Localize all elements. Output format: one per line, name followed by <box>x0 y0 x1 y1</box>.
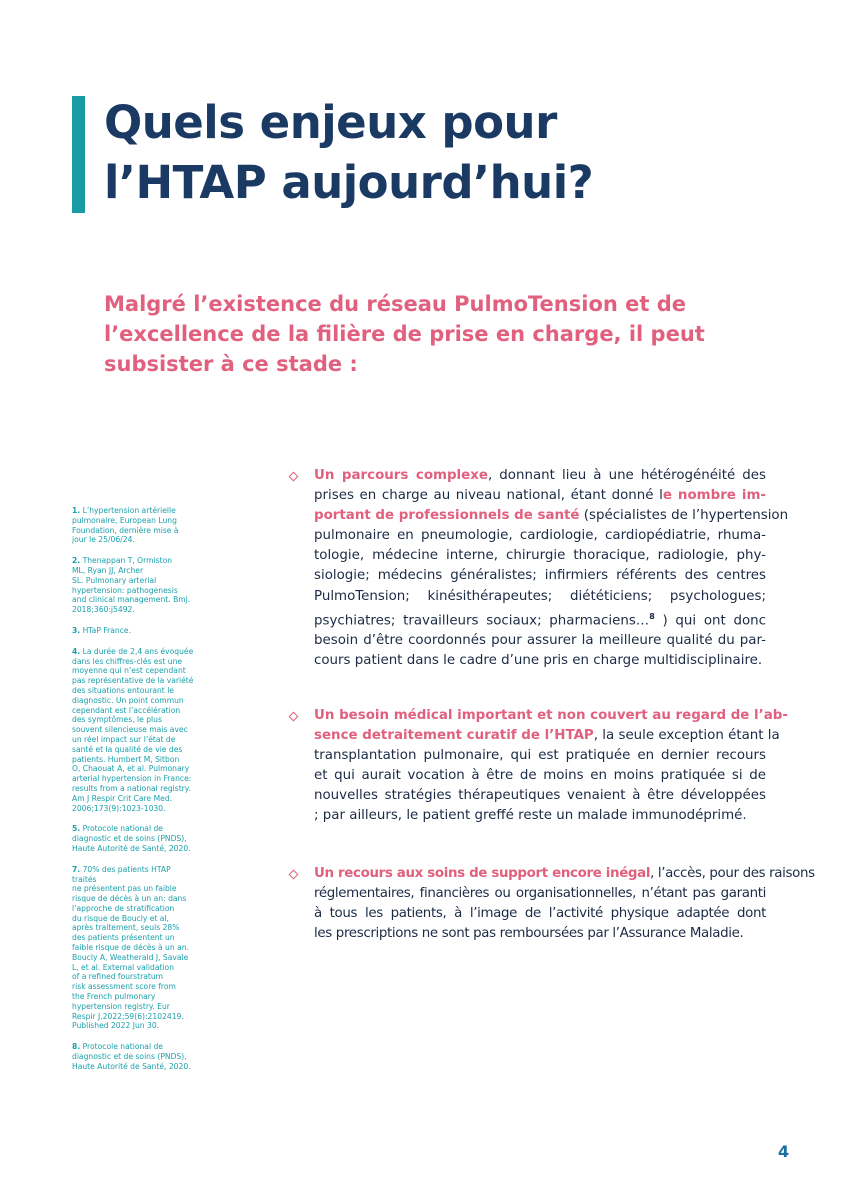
footnote-number: 5. <box>72 824 81 834</box>
footnote-text: the French pulmonary <box>72 992 156 1002</box>
intro-line: Malgré l’existence du réseau PulmoTension et de <box>104 292 687 316</box>
footnote-item <box>72 556 228 615</box>
footnote-line <box>72 745 228 755</box>
title-accent-bar <box>72 96 85 213</box>
footnote-line <box>72 764 228 774</box>
footnote-text: patients. Humbert M, Sitbon <box>72 754 180 764</box>
body-text: siologie; médecins généralistes; infirmiers référents des centres <box>314 568 766 584</box>
footnote-line <box>72 875 228 885</box>
body-text: psychiatres; travailleurs sociaux; pharmaciens… <box>314 613 650 629</box>
footnote-line <box>72 666 228 676</box>
footnote-line <box>72 914 228 924</box>
footnote-text: un réel impact sur l’état de <box>72 734 176 744</box>
footnote-text: après traitement, seuls 28% <box>72 923 180 933</box>
footnote-text: arterial hypertension in France: <box>72 774 192 784</box>
footnote-text: hypertension: pathogenesis <box>72 585 178 595</box>
footnote-line <box>72 586 228 596</box>
footnote-line <box>72 972 228 982</box>
body-text: transplantation pulmonaire, qui est pratiquée en dernier recours <box>314 748 766 764</box>
bullet-text <box>314 466 789 671</box>
body-text: , donnant lieu à une hétérogénéité des <box>487 468 766 483</box>
footnote-line <box>72 535 228 545</box>
footnote-line <box>72 657 228 667</box>
footnote-text: dans les chiffres-clés est une <box>72 656 183 666</box>
footnote-text: santé et la qualité de vie des <box>72 744 183 754</box>
footnote-text: Published 2022 Jun 30. <box>72 1021 160 1031</box>
footnote-text: des patients présentent un <box>72 933 175 943</box>
highlight-text: Un parcours complexe <box>314 468 488 483</box>
footnote-text: O, Chaouat A, et al. Pulmonary <box>72 764 190 774</box>
footnote-line <box>72 982 228 992</box>
diamond-bullet-icon <box>289 870 299 880</box>
footnote-text: ne présentent pas un faible <box>72 884 177 894</box>
footnote-text: Am J Respir Crit Care Med. <box>72 793 173 803</box>
footnote-text: Haute Autorité de Santé, 2020. <box>72 1061 191 1071</box>
footnote-text: des situations entourant le <box>72 685 174 695</box>
footnote-line <box>72 844 228 854</box>
body-text: prises en charge au niveau national, étant donné l <box>314 488 663 504</box>
footnote-line <box>72 923 228 933</box>
footnote-item <box>72 865 228 1032</box>
footnote-text: des symptômes, le plus <box>72 715 162 725</box>
body-text: et qui aurait vocation à être de moins en moins pratiquée si de <box>314 768 766 784</box>
footnote-text: pulmonaire, European Lung <box>72 515 177 525</box>
footnote-text: Foundation, dernière mise à <box>72 525 179 535</box>
diamond-bullet-icon <box>289 712 299 722</box>
page-title-line: Quels enjeux pour <box>104 96 557 149</box>
footnote-line <box>72 676 228 686</box>
footnote-line <box>72 824 228 834</box>
footnote-text: cependant est l’accélération <box>72 705 181 715</box>
footnote-line <box>72 834 228 844</box>
body-text: PulmoTension; kinésithérapeutes; diététiciens; psychologues; <box>314 588 766 604</box>
footnote-number: 2. <box>72 556 81 566</box>
body-text: , l’accès, pour des raisons <box>650 866 815 881</box>
footnote-text: diagnostic et de soins (PNDS), <box>72 834 187 844</box>
footnote-line <box>72 566 228 576</box>
footnote-line <box>72 1052 228 1062</box>
body-text: à tous les patients, à l’image de l’activité physique adaptée dont <box>314 906 766 922</box>
body-text: réglementaires, financières ou organisationnelles, n’étant pas garanti <box>314 886 766 902</box>
bullet-text <box>314 706 788 827</box>
footnote-text: 2006;173(9):1023-1030. <box>72 803 166 813</box>
footnote-text: traités <box>72 874 97 884</box>
footnote-text: SL. Pulmonary arterial <box>72 575 157 585</box>
footnote-line <box>72 794 228 804</box>
footnote-item <box>72 647 228 814</box>
footnote-text: faible risque de décès à un an. <box>72 943 189 953</box>
footnote-line <box>72 784 228 794</box>
highlight-text: Un besoin médical important et non couvert au regard de l’ab- <box>314 708 788 723</box>
footnote-text: 70% des patients HTAP <box>82 864 171 874</box>
footnote-text: Haute Autorité de Santé, 2020. <box>72 843 191 853</box>
body-text: besoin d’être coordonnés pour assurer la meilleure qualité du par- <box>314 633 766 649</box>
footnote-item <box>72 626 228 636</box>
footnote-line <box>72 953 228 963</box>
footnote-line <box>72 963 228 973</box>
footnote-item <box>72 1042 228 1071</box>
intro-line: l’excellence de la filière de prise en charge, il peut <box>104 322 705 346</box>
footnote-line <box>72 933 228 943</box>
footnote-text: diagnostic et de soins (PNDS), <box>72 1052 187 1062</box>
footnote-line <box>72 576 228 586</box>
footnote-text: of a refined fourstratum <box>72 972 164 982</box>
highlight-text: sence detraitement curatif de l’HTAP <box>314 728 594 744</box>
footnote-number: 7. <box>72 864 81 874</box>
body-text: ; par ailleurs, le patient greffé reste un malade immunodéprimé. <box>314 808 747 824</box>
footnote-text: risque de décès à un an: dans <box>72 894 187 904</box>
footnote-text: diagnostic. Un point commun <box>72 695 184 705</box>
page-title-line: l’HTAP aujourd’hui? <box>104 156 594 209</box>
footnote-line <box>72 516 228 526</box>
footnote-line <box>72 706 228 716</box>
footnote-line <box>72 556 228 566</box>
footnote-text: l’approche de stratification <box>72 903 175 913</box>
diamond-bullet-icon <box>289 472 299 482</box>
footnote-line <box>72 992 228 1002</box>
footnote-text: pas représentative de la variété <box>72 676 194 686</box>
footnote-line <box>72 1062 228 1072</box>
body-text: les prescriptions ne sont pas remboursées par l’Assurance Maladie. <box>314 926 744 942</box>
intro-paragraph <box>104 289 724 379</box>
footnote-line <box>72 725 228 735</box>
body-text: cours patient dans le cadre d’une pris en charge multidisciplinaire. <box>314 653 763 669</box>
footnote-text: results from a national registry. <box>72 783 191 793</box>
footnote-line <box>72 904 228 914</box>
highlight-text: Un recours aux soins de support encore inégal <box>314 866 651 881</box>
footnote-line <box>72 755 228 765</box>
footnote-text: jour le 25/06/24. <box>72 535 135 545</box>
footnote-line <box>72 1021 228 1031</box>
footnote-line <box>72 774 228 784</box>
footnote-text: hypertension registry. Eur <box>72 1001 170 1011</box>
footnote-line <box>72 943 228 953</box>
body-text: tologie, médecine interne, chirurgie thoracique, radiologie, phy- <box>314 548 766 564</box>
footnote-line <box>72 506 228 516</box>
footnote-text: 2018;360:j5492. <box>72 605 135 615</box>
footnote-line <box>72 526 228 536</box>
footnote-line <box>72 804 228 814</box>
footnote-text: ML, Ryan JJ, Archer <box>72 565 144 575</box>
body-text: pulmonaire en pneumologie, cardiologie, cardiopédiatrie, rhuma- <box>314 528 766 544</box>
highlight-text: e nombre im- <box>662 488 766 504</box>
footnote-line <box>72 894 228 904</box>
footnote-number: 3. <box>72 625 81 635</box>
body-text: (spécialistes de l’hypertension <box>579 508 789 524</box>
footnote-number: 1. <box>72 506 81 515</box>
body-text: nouvelles stratégies thérapeutiques venaient à être développées <box>314 788 766 804</box>
intro-line: subsister à ce stade : <box>104 352 358 376</box>
footnote-line <box>72 595 228 605</box>
footnote-text: La durée de 2,4 ans évoquée <box>82 646 194 656</box>
footnote-text: Respir J.2022;59(6):2102419. <box>72 1011 184 1021</box>
highlight-text: portant de professionnels de santé <box>314 508 580 524</box>
footnote-line <box>72 686 228 696</box>
footnote-text: Thenappan T, Ormiston <box>82 556 173 566</box>
page-number: 4 <box>778 1142 790 1161</box>
footnote-text: Boucly A, Weatherald J, Savale <box>72 952 189 962</box>
page-title <box>104 93 593 213</box>
footnote-item <box>72 506 228 545</box>
footnote-text: and clinical management. Bmj. <box>72 595 191 605</box>
footnote-text: risk assessment score from <box>72 982 176 992</box>
body-text: , la seule exception étant la <box>593 728 780 744</box>
footnote-line <box>72 1042 228 1052</box>
footnote-text: Protocole national de <box>82 1042 163 1052</box>
footnote-text: HTaP France. <box>82 625 131 635</box>
footnote-line <box>72 605 228 615</box>
footnote-line <box>72 884 228 894</box>
footnote-text: du risque de Boucly et al, <box>72 913 169 923</box>
footnote-line <box>72 1012 228 1022</box>
footnote-line <box>72 715 228 725</box>
footnote-line <box>72 735 228 745</box>
footnote-item <box>72 824 228 853</box>
footnotes-column <box>72 506 228 1083</box>
footnote-line <box>72 647 228 657</box>
footnote-text: souvent silencieuse mais avec <box>72 725 188 735</box>
footnote-ref: 8 <box>649 611 655 621</box>
footnote-line <box>72 626 228 636</box>
footnote-line <box>72 696 228 706</box>
body-text: ) qui ont donc <box>654 613 766 629</box>
footnote-number: 8. <box>72 1042 81 1052</box>
footnote-text: L, et al. External validation <box>72 962 175 972</box>
footnote-number: 4. <box>72 646 81 656</box>
footnote-text: L’hypertension artérielle <box>82 506 176 515</box>
bullet-text <box>314 864 815 944</box>
footnote-text: moyenne qui n’est cependant <box>72 666 186 676</box>
footnote-line <box>72 1002 228 1012</box>
footnote-text: Protocole national de <box>82 824 163 834</box>
footnote-line <box>72 865 228 875</box>
